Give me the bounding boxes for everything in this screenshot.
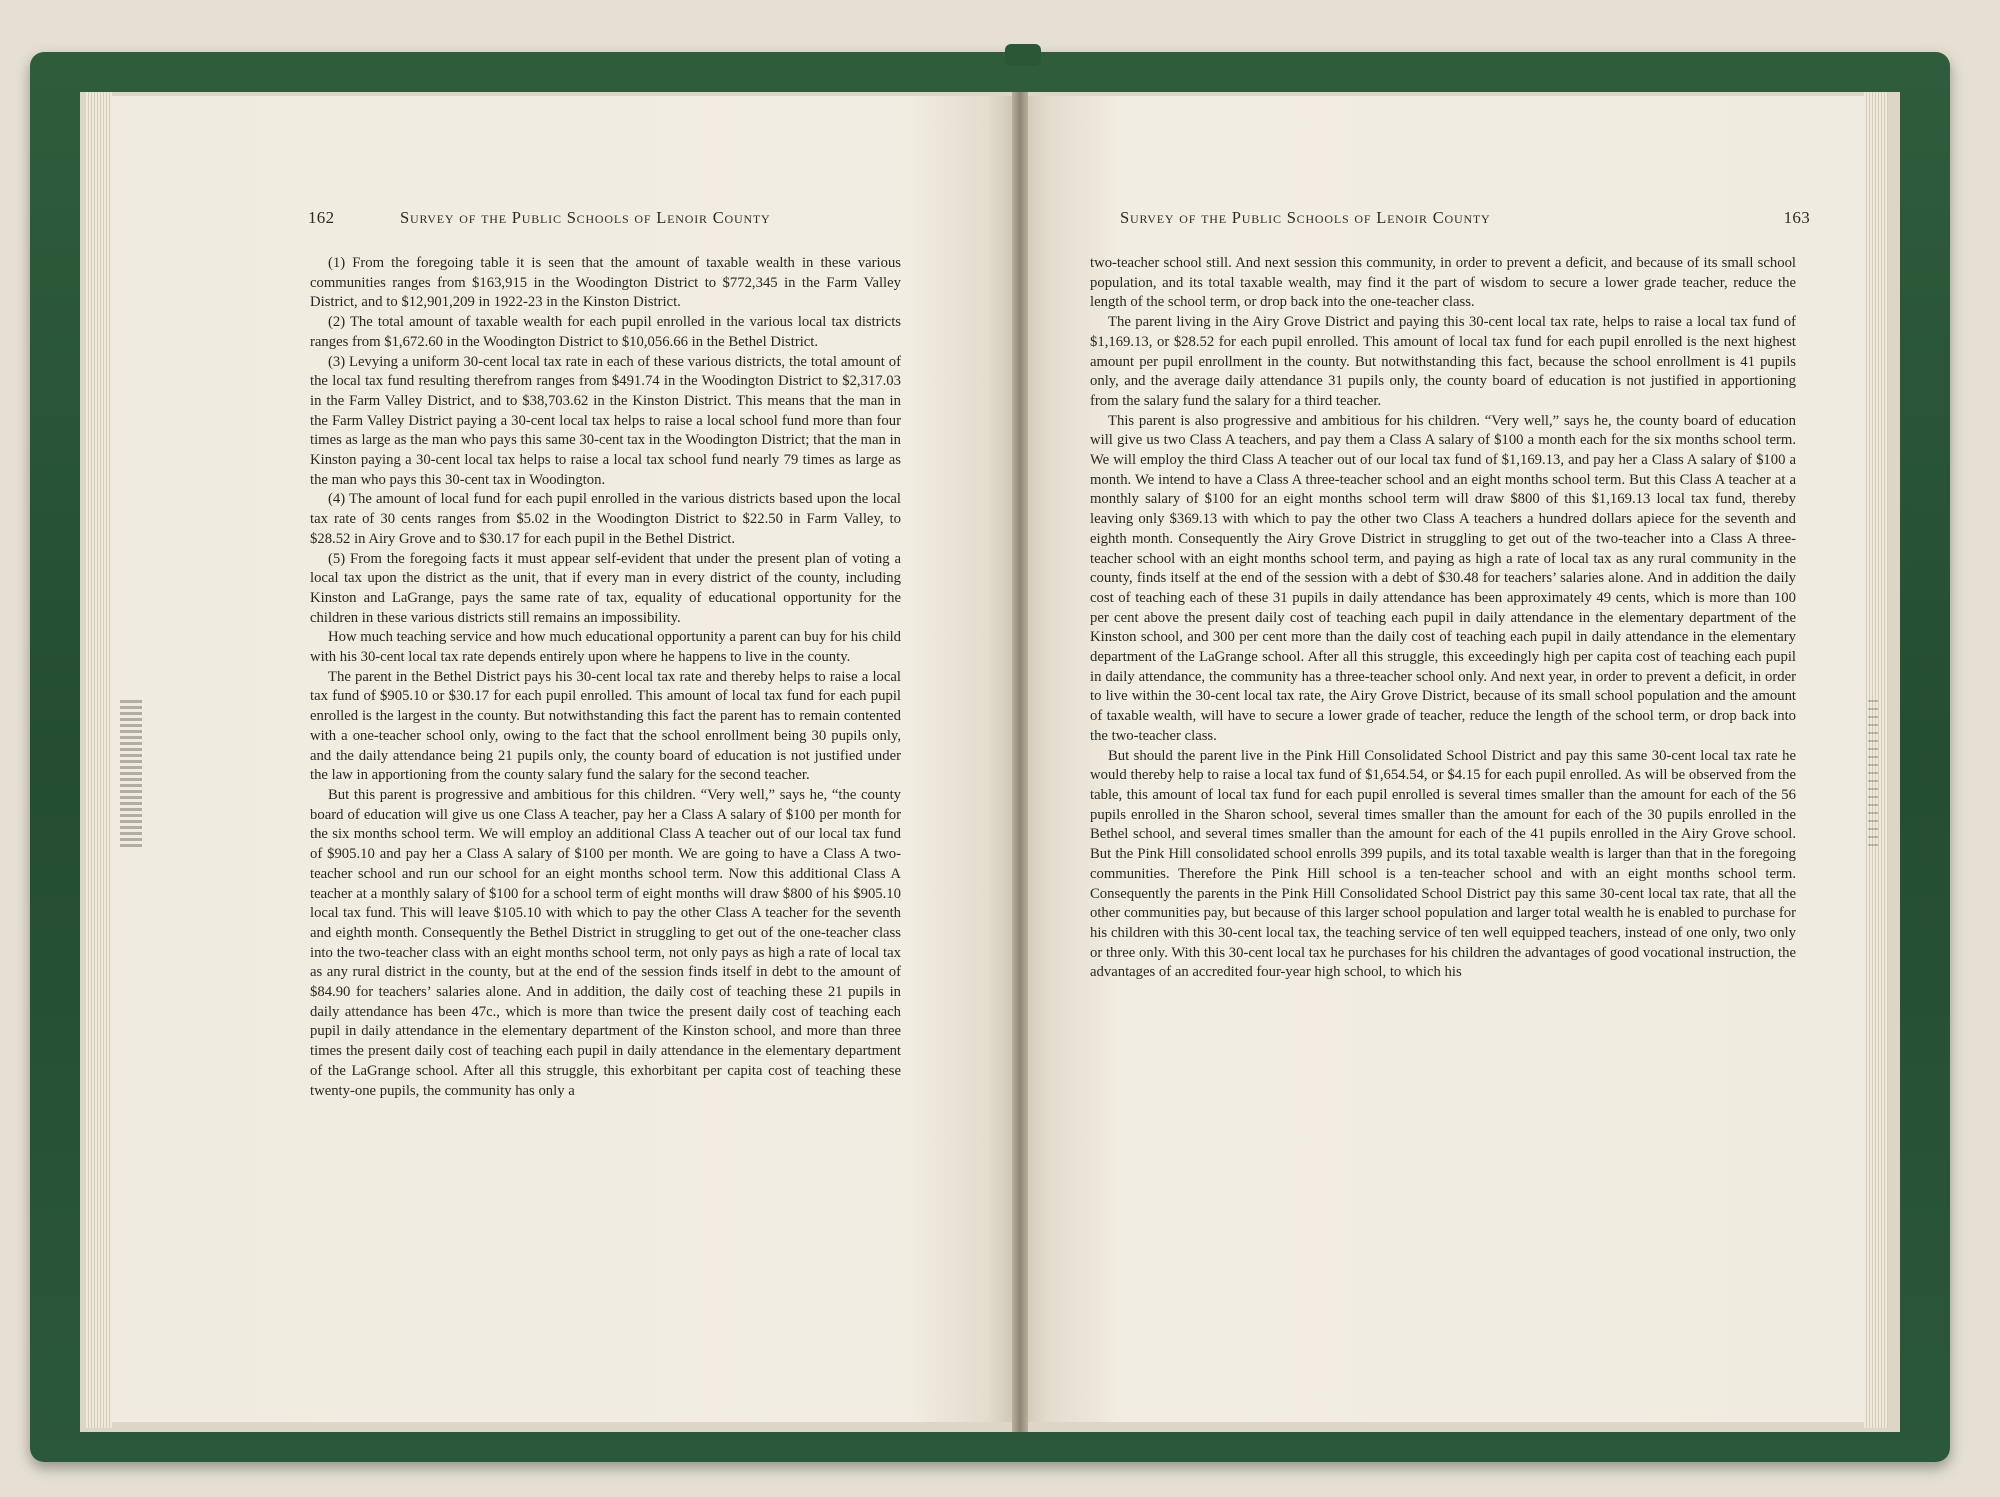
- left-running-title: Survey of the Public Schools of Lenoir County: [400, 208, 771, 227]
- left-page: [112, 96, 1015, 1422]
- left-page-edges: [86, 92, 112, 1428]
- library-stamp-mark-right: [1868, 700, 1878, 850]
- left-running-header: [308, 208, 904, 230]
- right-paragraph-2: The parent living in the Airy Grove District and paying this 30-cent local tax rate, helps to raise a local tax fund of $1,169.13, or $28.52 for each pupil enrolled. This amount of local tax fund for each pupil enrolled is the next highest amount per pupil enrollment in the county. But notwithstanding this fact, because the school enrollment is 41 pupils only, and the average daily attendance 31 pupils only, the county board of education is not justified in apportioning from the salary fund the salary for a third teacher.: [1090, 314, 1796, 409]
- left-paragraph-1: (1) From the foregoing table it is seen that the amount of taxable wealth in these various communities ranges from $163,915 in the Woodington District to $772,345 in the Farm Valley District, and to $12,901,209 in 1922-23 in the Kinston District.: [310, 255, 901, 311]
- left-paragraph-5: (5) From the foregoing facts it must appear self-evident that under the present plan of voting a local tax upon the district as the unit, that if every man in every district of the county, including Kinston and LaGrange, pays the same rate of tax, equality of educational opportunity for the children in these various districts still remains an impossibility.: [310, 550, 901, 626]
- left-paragraph-7: The parent in the Bethel District pays his 30-cent local tax rate and thereby helps to raise a local tax fund of $905.10 or $30.17 for each pupil enrolled. This amount of local tax fund for each pupil enrolled is the largest in the county. But notwithstanding this fact the parent has to remain contented with a one-teacher school only, owing to the fact that the school enrollment being 30 pupils only, and the daily attendance being 21 pupils only, the county board of education is not justified under the law in apportioning from the county salary fund the salary for the second teacher.: [310, 668, 901, 784]
- left-page-number: 162: [308, 208, 335, 227]
- right-paragraph-3: This parent is also progressive and ambitious for his children. “Very well,” says he, the county board of education will give us two Class A teachers, and pay them a Class A salary of $100 a month each for the six months school term. We will employ the third Class A teacher out of our local tax fund of $1,169.13, and pay her a Class A salary of $100 a month. We intend to have a Class A three-teacher school and an eight months school term. But this Class A teacher at a monthly salary of $100 for an eight months school term will draw $800 of this $1,169.13 local tax fund, thereby leaving only $369.13 with which to pay the other two Class A teachers a hundred dollars apiece for the seventh and eighth month. Consequently the Airy Grove District in struggling to get out of the two-teacher into a Class A three-teacher school with an eight months school term, and paying as high a rate of local tax as any rural community in the county, finds itself at the end of the session with a debt of $30.48 for teachers’ salaries alone. And in addition the daily cost of teaching each of these 31 pupils in daily attendance has been approximately 49 cents, which is more than 100 per cent above the present daily cost of teaching each pupil in daily attendance in the elementary department of the Kinston school, and 300 per cent more than the daily cost of teaching each pupil in daily attendance in the elementary department of the LaGrange school. After all this struggle, this exceedingly high per capita cost of teaching each pupil in daily attendance, the community has a three-teacher school only. And next year, in order to prevent a deficit, in order to live within the 30-cent local tax rate, the Airy Grove District, because of its small school population and the amount of taxable wealth, will have to secure a lower grade of teacher, reduce the length of the school term, or drop back into the two-teacher class.: [1090, 412, 1796, 744]
- right-body-text: [1090, 254, 1796, 983]
- left-paragraph-4: (4) The amount of local fund for each pupil enrolled in the various districts based upon the local tax rate of 30 cents ranges from $5.02 in the Woodington District to $22.50 in Farm Valley, to $28.52 in Airy Grove and to $30.17 for each pupil in the Bethel District.: [310, 491, 901, 547]
- right-paragraph-1: two-teacher school still. And next session this community, in order to prevent a deficit, and because of its small school population, and its total taxable wealth, may find it the part of wisdom to secure a lower grade teacher, reduce the length of the school term, or drop back into the one-teacher class.: [1090, 255, 1796, 311]
- left-body-text: [310, 254, 901, 1101]
- right-running-header: [1120, 208, 1810, 230]
- book-spine-top: [1005, 44, 1041, 66]
- left-paragraph-8: But this parent is progressive and ambitious for this children. “Very well,” says he, “the county board of education will give us one Class A teacher, pay her a Class A salary of $100 per month for the six months school term. We will employ an additional Class A teacher out of our local tax fund of $905.10 and pay her a Class A salary of $100 per month. We are going to have a Class A two-teacher school and run our school for an eight months school term. Now this additional Class A teacher at a monthly salary of $100 for a school term of eight months will draw $800 of his $905.10 local tax fund. This will leave $105.10 with which to pay the other Class A teacher for the seventh and eighth month. Consequently the Bethel District in struggling to get out of the one-teacher class into the two-teacher class with an eight months school term, not only pays as high a rate of local tax as any rural district in the county, but at the end of the session finds itself in debt to the amount of $84.90 for teachers’ salaries alone. And in addition, the daily cost of teaching these 21 pupils in daily attendance has been 47c., which is more than twice the present daily cost of teaching each pupil in daily attendance in the elementary department of the Kinston school, and more than three times the present daily cost of teaching each pupil in daily attendance in the elementary department of the LaGrange school. After all this struggle, this exhorbitant per capita cost of teaching these twenty-one pupils, the community has only a: [310, 786, 901, 1099]
- right-running-title: Survey of the Public Schools of Lenoir County: [1120, 208, 1491, 227]
- left-paragraph-6: How much teaching service and how much educational opportunity a parent can buy for his child with his 30-cent local tax rate depends entirely upon where he happens to live in the county.: [310, 629, 901, 666]
- book-gutter: [1012, 92, 1028, 1432]
- left-paragraph-2: (2) The total amount of taxable wealth for each pupil enrolled in the various local tax districts ranges from $1,672.60 in the Woodington District to $10,056.66 in the Bethel District.: [310, 314, 901, 350]
- right-paragraph-4: But should the parent live in the Pink Hill Consolidated School District and pay this same 30-cent local tax rate he would thereby help to raise a local tax fund of $1,654.54, or $4.15 for each pupil enrolled. As will be observed from the table, this amount of local tax fund for each pupil enrolled is several times smaller than the amount for each of the 56 pupils enrolled in the Sharon school, several times smaller than the amount for each of the 30 pupils enrolled in the Bethel school, and several times smaller than the amount for each of the 41 pupils enrolled in the Airy Grove school. But the Pink Hill consolidated school enrolls 399 pupils, and its total taxable wealth is larger than that in the foregoing communities. Therefore the Pink Hill school is a ten-teacher school and with an eight months school term. Consequently the parents in the Pink Hill Consolidated School District pay this same 30-cent local tax rate, that all the other communities pay, but because of this larger school population and larger total wealth he is enabled to purchase for his children with this 30-cent local tax, the teaching service of ten well equipped teachers, instead of one only, two only or three only. With this 30-cent local tax he purchases for his children the advantages of good vocational instruction, the advantages of an accredited four-year high school, to which his: [1090, 747, 1796, 981]
- right-page: [1022, 96, 1864, 1422]
- right-page-number: 163: [1783, 208, 1810, 227]
- left-paragraph-3: (3) Levying a uniform 30-cent local tax rate in each of these various districts, the total amount of the local tax fund resulting therefrom ranges from $491.74 in the Woodington District to $2,317.03 in the Farm Valley District, and to $38,703.62 in the Kinston District. This means that the man in the Farm Valley District paying a 30-cent local tax helps to raise a local school fund more than four times as large as the man who pays this same 30-cent tax in the Woodington District; that the man in Kinston paying a 30-cent local tax helps to raise a local tax school fund nearly 79 times as large as the man who pays this 30-cent tax in Woodington.: [310, 353, 901, 488]
- library-stamp-mark: [120, 700, 142, 850]
